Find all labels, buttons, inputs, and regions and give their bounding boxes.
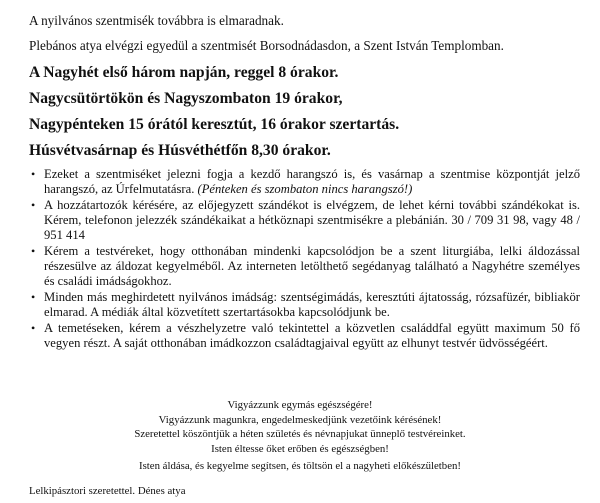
blessing-line: Isten áldása, és kegyelme segítsen, és töltsön el a nagyheti előkészületben! bbox=[138, 460, 461, 472]
closing-wishes bbox=[0, 398, 600, 456]
notice-item bbox=[30, 290, 580, 320]
bullet-icon: • bbox=[31, 244, 36, 258]
closing-line: Isten éltesse őket erőben és egészségben! bbox=[211, 442, 389, 455]
notice-text: A hozzátartozók kérésére, az előjegyzett szándékot is elvégzem, de lehet kérni további szándékokat is. Kérem, telefonon jelezzék szándékaikat a hétköznapi szentmisékre a plebánián. 30 / 709 31 98, vagy 48 / 951 414 bbox=[44, 198, 580, 242]
notice-italic-note: (Pénteken és szombaton nincs harangszó!) bbox=[197, 182, 413, 196]
notice-item bbox=[30, 198, 580, 243]
bullet-icon: • bbox=[31, 167, 36, 181]
notice-text: Minden más meghirdetett nyilvános imádság: szentségimádás, keresztúti ájtatosság, rózsafüzér, bibliakör elmarad. A médiák által közvetített szertartásokba kapcsolódjunk be. bbox=[44, 290, 580, 319]
closing-line: Vigyázzunk egymás egészségére! bbox=[227, 399, 373, 411]
bullet-icon: • bbox=[31, 321, 36, 335]
notice-list bbox=[30, 167, 580, 352]
schedule-line: Húsvétvasárnap és Húsvéthétfőn 8,30 órakor. bbox=[29, 142, 331, 159]
notice-body: Ezeket a szentmiséket jelezni fogja a kezdő harangszó is, és vasárnap a szentmise központját jelző harangszó, az Úrfelmutatásra. bbox=[44, 167, 580, 196]
schedule-line: A Nagyhét első három napján, reggel 8 órakor. bbox=[29, 64, 339, 81]
intro-line-2: Plebános atya elvégzi egyedül a szentmisét Borsodnádasdon, a Szent István Templomban. bbox=[29, 38, 504, 53]
closing-line: Szeretettel köszöntjük a héten születés és névnapjukat ünneplő testvéreinket. bbox=[134, 428, 466, 440]
schedule-line: Nagycsütörtökön és Nagyszombaton 19 órakor, bbox=[29, 90, 343, 107]
notice-text bbox=[44, 167, 580, 197]
bullet-icon: • bbox=[31, 198, 36, 212]
bullet-icon: • bbox=[31, 290, 36, 304]
signature: Lelkipásztori szeretettel. Dénes atya bbox=[29, 485, 186, 497]
closing-line: Vigyázzunk magunkra, engedelmeskedjünk vezetőink kérésének! bbox=[158, 413, 442, 426]
notice-item bbox=[30, 244, 580, 289]
notice-text: Kérem a testvéreket, hogy otthonában mindenki kapcsolódjon be a szent liturgiába, lelki áldozással részesülve az áldozat kegyelméből. Az interneten letölthető segédanyag található a Nagyhétre személyes és családi imádságokhoz. bbox=[44, 244, 580, 288]
schedule-line: Nagypénteken 15 órától keresztút, 16 órakor szertartás. bbox=[29, 116, 400, 133]
intro-line-1: A nyilvános szentmisék továbbra is elmaradnak. bbox=[29, 13, 284, 28]
notice-item bbox=[30, 167, 580, 197]
notice-item bbox=[30, 321, 580, 351]
notice-text: A temetéseken, kérem a vészhelyzetre való tekintettel a közvetlen családdfal együtt maximum 50 fő vegyen részt. A saját otthonában imádkozzon családtagjaival együtt az elhunyt testvér üdvösségéért. bbox=[44, 321, 580, 350]
